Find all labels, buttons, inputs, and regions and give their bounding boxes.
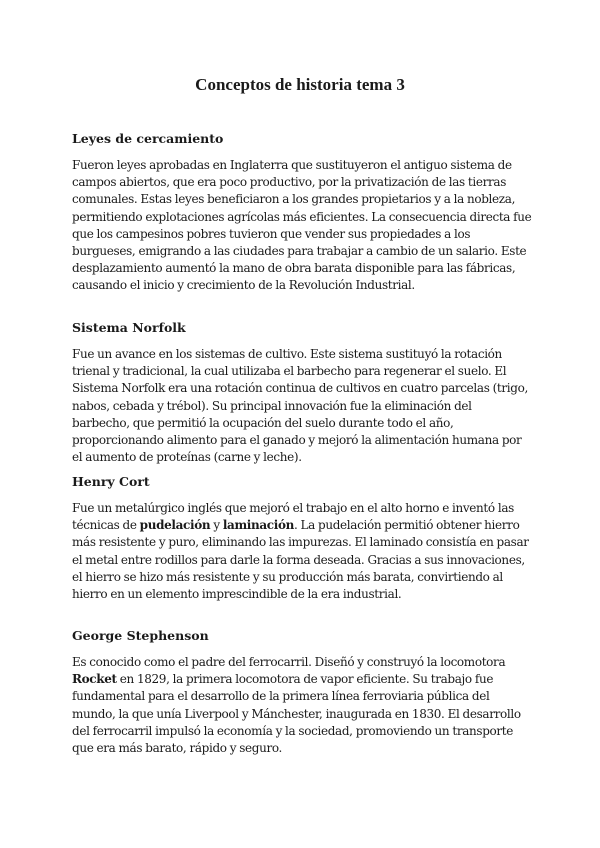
section-heading: Sistema Norfolk xyxy=(72,320,186,335)
text-run: . La pudelación permitió obtener hierro más resistente y puro, eliminando las impurezas. El laminado consistía en pasar el metal entre rodillos para darle la forma deseada. Gracias a sus innovaciones, el hierro se hizo más resistente y su producción más barata, convirtiendo al hierro en un elemento imprescindible de la era industrial. xyxy=(72,518,529,602)
text-run: y xyxy=(210,518,223,533)
section-heading: Henry Cort xyxy=(72,474,150,489)
section-george-stephenson xyxy=(72,628,532,757)
bold-term-laminacion: laminación xyxy=(222,518,294,533)
text-run: Fue un metalúrgico inglés que mejoró el trabajo en el alto horno e inventó las técnicas de xyxy=(72,501,514,533)
page-title: Conceptos de historia tema 3 xyxy=(195,75,405,94)
section-henry-cort xyxy=(72,474,532,603)
text-run: en 1829, la primera locomotora de vapor eficiente. Su trabajo fue fundamental para el desarrollo de la primera línea ferroviaria pública del mundo, la que unía Liverpool y Mánchester, inaugurada en 1830. El desarrollo del ferrocarril impulsó la economía y la sociedad, promoviendo un transporte que era más barato, rápido y seguro. xyxy=(72,672,521,756)
bold-term-pudelacion: pudelación xyxy=(139,518,211,533)
section-heading: Leyes de cercamiento xyxy=(72,131,224,146)
section-leyes-de-cercamiento xyxy=(72,131,532,295)
section-sistema-norfolk xyxy=(72,320,532,466)
section-paragraph xyxy=(72,500,532,603)
text-run: Es conocido como el padre del ferrocarril. Diseñó y construyó la locomotora xyxy=(72,655,506,669)
section-paragraph: Fueron leyes aprobadas en Inglaterra que sustituyeron el antiguo sistema de campos abiertos, que era poco productivo, por la privatización de las tierras comunales. Estas leyes beneficiaron a los grandes propietarios y a la nobleza, permitiendo explotaciones agrícolas más eficientes. La consecuencia directa fue que los campesinos pobres tuvieron que vender sus propiedades a los burgueses, emigrando a las ciudades para trabajar a cambio de un salario. Este desplazamiento aumentó la mano de obra barata disponible para las fábricas, causando el inicio y crecimiento de la Revolución Industrial. xyxy=(72,158,532,293)
section-paragraph xyxy=(72,654,532,757)
section-paragraph: Fue un avance en los sistemas de cultivo. Este sistema sustituyó la rotación trienal y tradicional, la cual utilizaba el barbecho para regenerar el suelo. El Sistema Norfolk era una rotación continua de cultivos en cuatro parcelas (trigo, nabos, cebada y trébol). Su principal innovación fue la eliminación del barbecho, que permitió la ocupación del suelo durante todo el año, proporcionando alimento para el ganado y mejoró la alimentación humana por el aumento de proteínas (carne y leche). xyxy=(72,347,528,465)
section-heading: George Stephenson xyxy=(72,628,209,643)
bold-term-rocket: Rocket xyxy=(72,672,117,687)
